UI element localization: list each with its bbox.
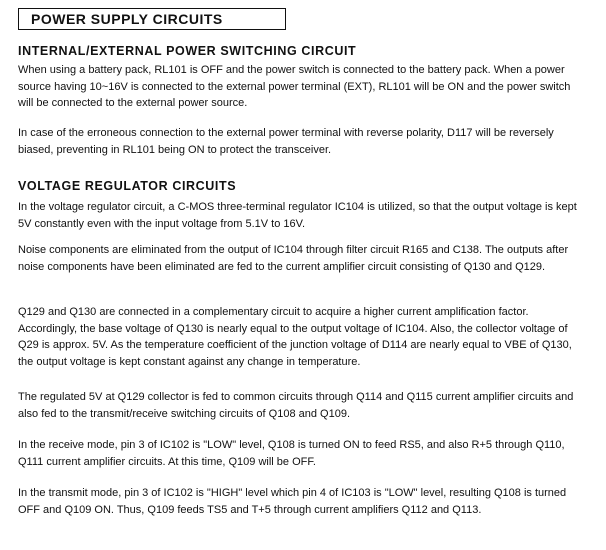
page-title: POWER SUPPLY CIRCUITS bbox=[18, 8, 286, 30]
paragraph: Noise components are eliminated from the output of IC104 through filter circuit R165 and C138. The outputs after noise components have been eliminated are fed to the current amplifier circuit consisting of Q130 and Q129. bbox=[18, 244, 569, 273]
paragraph: The regulated 5V at Q129 collector is fed to common circuits through Q114 and Q115 current amplifier circuits and also fed to the transmit/receive switching circuits of Q108 and Q109. bbox=[18, 391, 574, 420]
section-heading-power-switching: INTERNAL/EXTERNAL POWER SWITCHING CIRCUIT bbox=[18, 44, 357, 58]
paragraph: In the voltage regulator circuit, a C-MOS three-terminal regulator IC104 is utilized, so that the output voltage is kept 5V constantly even with the input voltage from 5.1V to 16V. bbox=[18, 201, 577, 230]
paragraph: In the receive mode, pin 3 of IC102 is "LOW" level, Q108 is turned ON to feed RS5, and also R+5 through Q110, Q111 current amplifier circuits. At this time, Q109 will be OFF. bbox=[18, 439, 565, 468]
section-heading-voltage-regulator: VOLTAGE REGULATOR CIRCUITS bbox=[18, 179, 237, 193]
paragraph: In the transmit mode, pin 3 of IC102 is "HIGH" level which pin 4 of IC103 is "LOW" level, resulting Q108 is turned OFF and Q109 ON. Thus, Q109 feeds TS5 and T+5 through current amplifiers Q112 and Q113. bbox=[18, 487, 567, 516]
paragraph: In case of the erroneous connection to the external power terminal with reverse polarity, D117 will be reversely biased, preventing in RL101 being ON to protect the transceiver. bbox=[18, 127, 554, 156]
paragraph: Q129 and Q130 are connected in a complementary circuit to acquire a higher current amplification factor. Accordingly, the base voltage of Q130 is nearly equal to the output voltage of IC104. Also, the collector voltage of Q29 is approx. 5V. As the temperature coefficient of the junction voltage of D114 are nearly equal to VBE of Q130, the output voltage is kept constant against any change in temperature. bbox=[18, 306, 572, 368]
paragraph: When using a battery pack, RL101 is OFF and the power switch is connected to the battery pack. When a power source having 10~16V is connected to the external power terminal (EXT), RL101 will be ON and the power switch will be connected to the external power source. bbox=[18, 64, 571, 109]
